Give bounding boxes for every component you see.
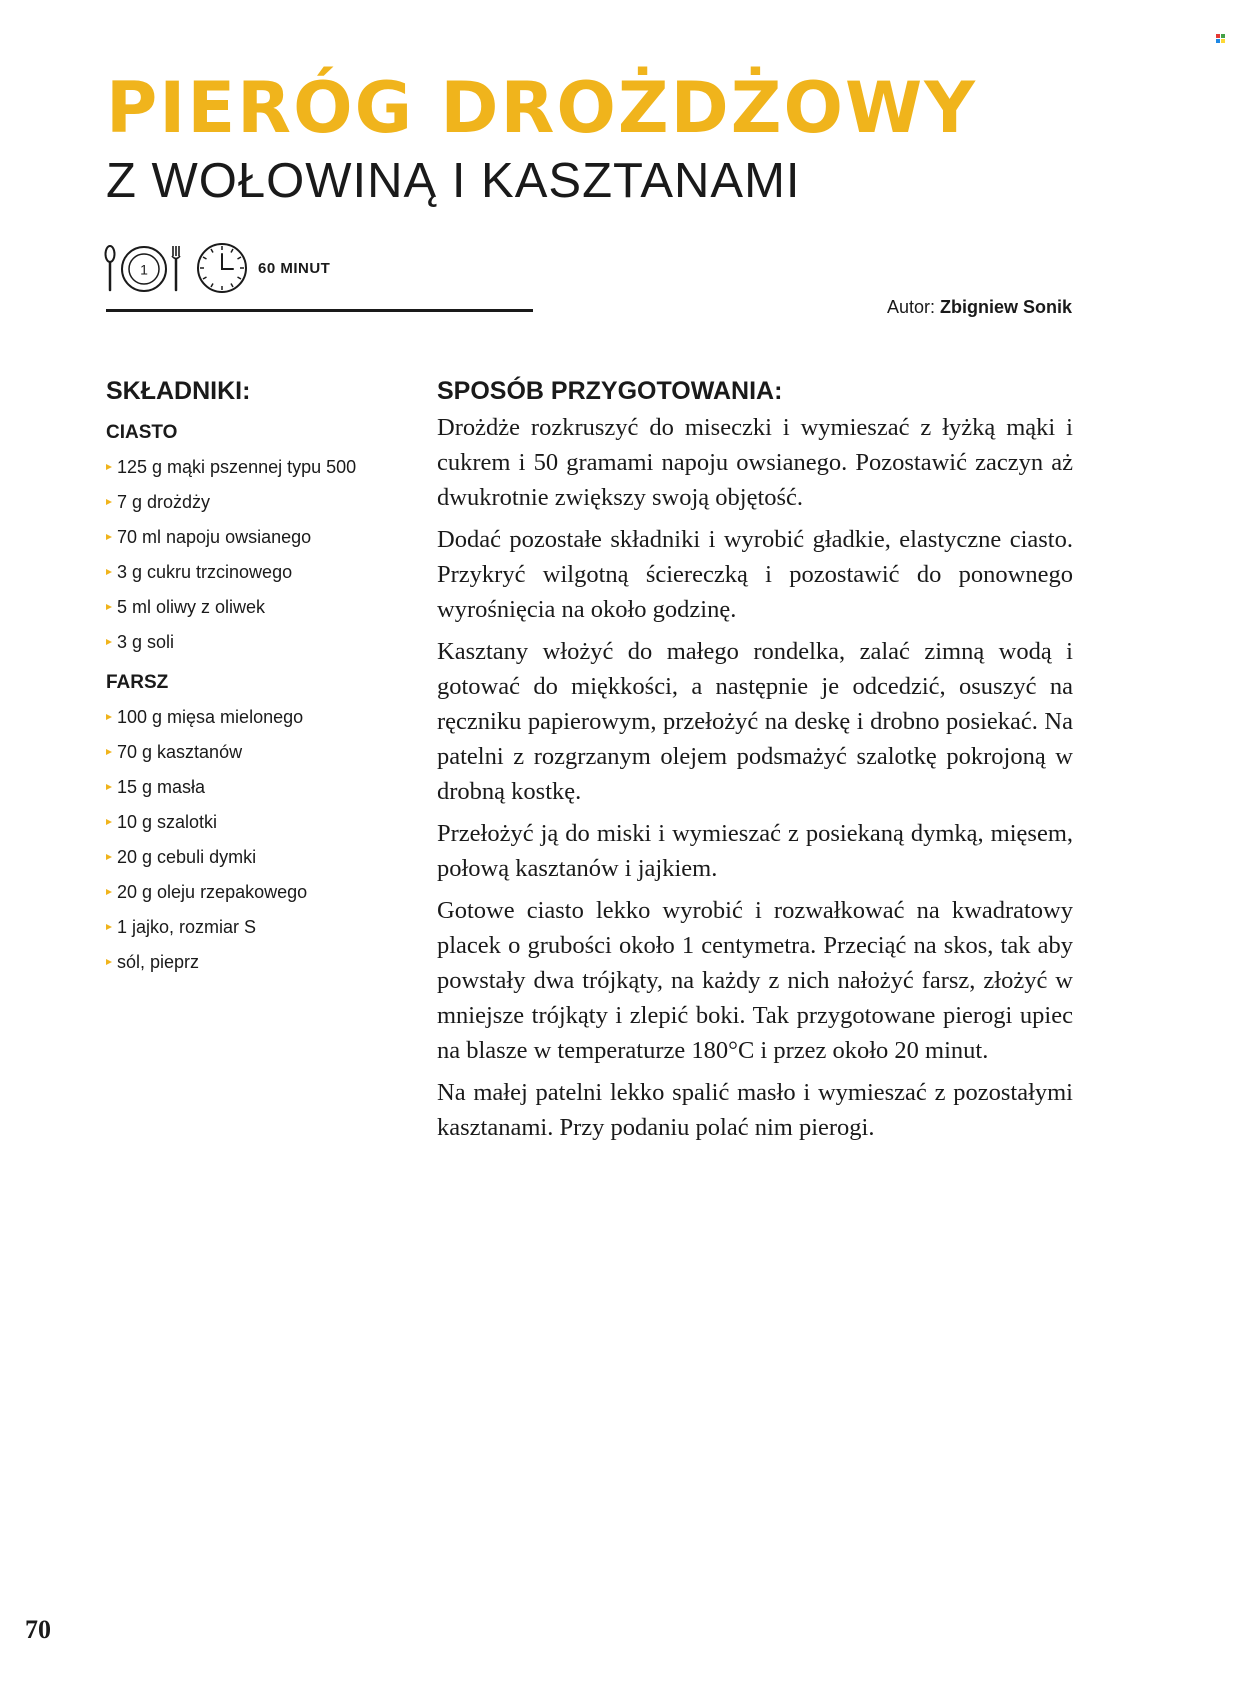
author-line bbox=[887, 297, 1072, 318]
list-item: 20 g oleju rzepakowego bbox=[106, 875, 416, 910]
list-item: 15 g masła bbox=[106, 770, 416, 805]
author-label: Autor: bbox=[886, 297, 935, 317]
method-heading: SPOSÓB PRZYGOTOWANIA: bbox=[437, 377, 783, 405]
clock-icon bbox=[196, 242, 248, 294]
header-divider bbox=[106, 309, 533, 312]
recipe-subtitle: Z WOŁOWINĄ I KASZTANAMI bbox=[106, 154, 801, 208]
bullet-arrow-icon bbox=[106, 784, 112, 790]
bullet-arrow-icon bbox=[106, 889, 112, 895]
list-item: 100 g mięsa mielonego bbox=[106, 700, 416, 735]
bullet-arrow-icon bbox=[106, 534, 112, 540]
corner-logo-icon bbox=[1216, 34, 1225, 43]
method-step: Gotowe ciasto lekko wyrobić i rozwałkować na kwadratowy placek o grubości około 1 centymetra. Przeciąć na skos, tak aby powstały dwa trójkąty, na każdy z nich nałożyć farsz, złożyć w mniejsze trójkąty i zlepić boki. Tak przygotowane pierogi upiec na blasze w temperaturze 180°C i przez około 20 minut. bbox=[437, 897, 1073, 1064]
author-name: Zbigniew Sonik bbox=[939, 297, 1072, 317]
list-item: 7 g drożdży bbox=[106, 485, 416, 520]
method-step: Drożdże rozkruszyć do miseczki i wymieszać z łyżką mąki i cukrem i 50 gramami napoju owsianego. Pozostawić zaczyn aż dwukrotnie zwiększy swoją objętość. bbox=[437, 414, 1073, 511]
list-item: 10 g szalotki bbox=[106, 805, 416, 840]
list-item: 1 jajko, rozmiar S bbox=[106, 910, 416, 945]
ingredients-list-farsz bbox=[106, 700, 416, 980]
method-step: Dodać pozostałe składniki i wyrobić gładkie, elastyczne ciasto. Przykryć wilgotną ściereczką i pozostawić do ponownego wyrośnięcia na około godzinę. bbox=[437, 526, 1073, 623]
prep-time: 60 MINUT bbox=[258, 260, 331, 277]
bullet-arrow-icon bbox=[106, 749, 112, 755]
list-item: 3 g cukru trzcinowego bbox=[106, 555, 416, 590]
list-item: 5 ml oliwy z oliwek bbox=[106, 590, 416, 625]
plate-cutlery-icon bbox=[104, 242, 184, 294]
method-section bbox=[437, 374, 1073, 1152]
method-step: Na małej patelni lekko spalić masło i wymieszać z pozostałymi kasztanami. Przy podaniu polać nim pierogi. bbox=[437, 1079, 1073, 1141]
list-item: 20 g cebuli dymki bbox=[106, 840, 416, 875]
ingredients-section bbox=[106, 374, 416, 980]
ingredients-group-farsz: FARSZ bbox=[106, 672, 169, 693]
list-item: sól, pieprz bbox=[106, 945, 416, 980]
bullet-arrow-icon bbox=[106, 604, 112, 610]
bullet-arrow-icon bbox=[106, 854, 112, 860]
list-item: 125 g mąki pszennej typu 500 bbox=[106, 450, 416, 485]
bullet-arrow-icon bbox=[106, 639, 112, 645]
bullet-arrow-icon bbox=[106, 464, 112, 470]
bullet-arrow-icon bbox=[106, 819, 112, 825]
method-step: Kasztany włożyć do małego rondelka, zalać zimną wodą i gotować do miękkości, a następnie je odcedzić, osuszyć na ręczniku papierowym, przełożyć na deskę i drobno posiekać. Na patelni z rozgrzanym olejem podsmażyć szalotkę pokrojoną w drobną kostkę. bbox=[437, 638, 1073, 805]
ingredients-list-ciasto bbox=[106, 450, 416, 660]
servings-count: 1 bbox=[140, 261, 148, 278]
bullet-arrow-icon bbox=[106, 714, 112, 720]
bullet-arrow-icon bbox=[106, 924, 112, 930]
list-item: 70 ml napoju owsianego bbox=[106, 520, 416, 555]
recipe-title: PIERÓG DROŻDŻOWY bbox=[106, 67, 977, 149]
list-item: 70 g kasztanów bbox=[106, 735, 416, 770]
ingredients-heading: SKŁADNIKI: bbox=[106, 377, 251, 405]
page-number: 70 bbox=[25, 1615, 51, 1644]
bullet-arrow-icon bbox=[106, 499, 112, 505]
ingredients-group-ciasto: CIASTO bbox=[106, 422, 178, 443]
bullet-arrow-icon bbox=[106, 569, 112, 575]
list-item: 3 g soli bbox=[106, 625, 416, 660]
method-step: Przełożyć ją do miski i wymieszać z posiekaną dymką, mięsem, połową kasztanów i jajkiem. bbox=[437, 820, 1073, 882]
bullet-arrow-icon bbox=[106, 959, 112, 965]
